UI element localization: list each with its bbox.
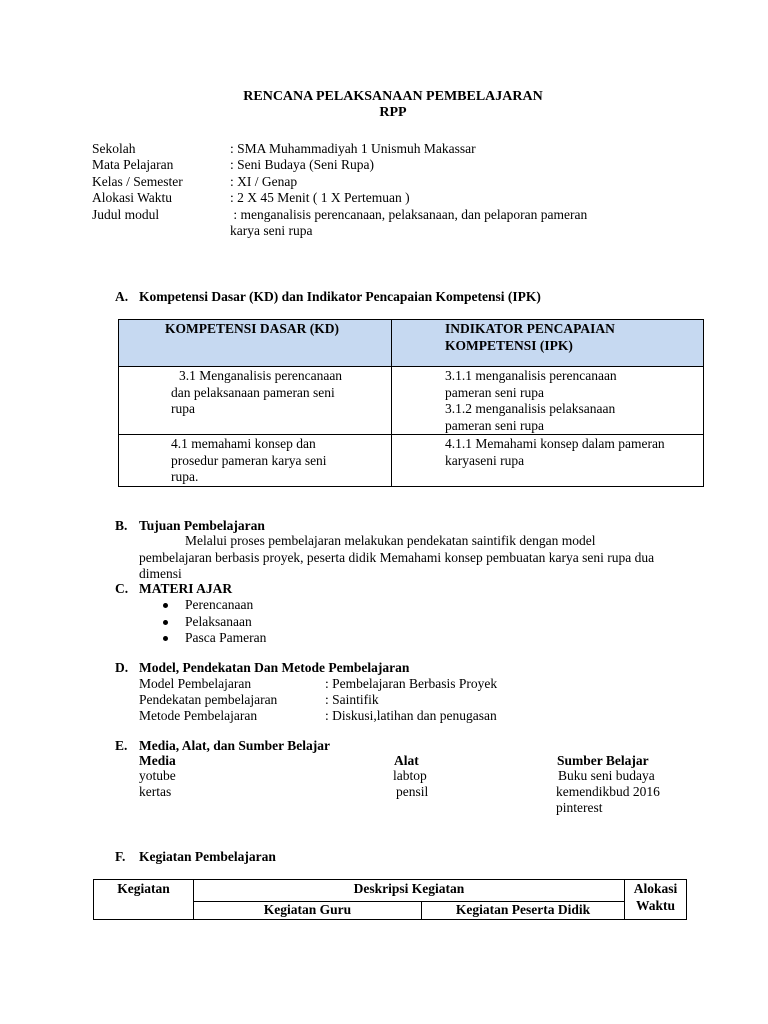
alat-item: labtop — [393, 768, 427, 783]
kd-ipk-table — [118, 319, 704, 487]
kd-line: 4.1 memahami konsep dan — [171, 436, 316, 451]
kd-cell — [119, 435, 392, 487]
bullet-icon — [163, 620, 168, 625]
pendekatan-value: : Saintifik — [325, 692, 379, 707]
identity-label-sekolah: Sekolah — [92, 141, 136, 156]
pendekatan-label: Pendekatan pembelajaran — [139, 692, 278, 707]
section-b-title: Tujuan Pembelajaran — [139, 518, 265, 533]
identity-label-kelas: Kelas / Semester — [92, 174, 183, 189]
sumber-item: kemendikbud 2016 — [556, 784, 660, 799]
section-c-letter: C. — [115, 581, 129, 596]
ipk-line: 4.1.1 Memahami konsep dalam pameran — [445, 436, 665, 451]
list-item — [163, 614, 266, 631]
document-subtitle: RPP — [379, 105, 407, 120]
materi-item-label: Pelaksanaan — [185, 613, 252, 629]
kd-line: 3.1 Menganalisis perencanaan — [179, 368, 343, 383]
kegiatan-header: Kegiatan — [117, 881, 170, 896]
ipk-header-line1: INDIKATOR PENCAPAIAN — [445, 321, 615, 336]
ipk-line: 3.1.2 menganalisis pelaksanaan — [445, 401, 616, 416]
identity-label-mapel: Mata Pelajaran — [92, 157, 174, 172]
list-item — [163, 597, 266, 614]
ipk-line: 3.1.1 menganalisis perencanaan — [445, 368, 617, 383]
tujuan-line: Melalui proses pembelajaran melakukan pendekatan saintifik dengan model — [185, 533, 596, 548]
kd-table-header-row — [119, 320, 704, 367]
materi-list — [163, 597, 266, 647]
kd-cell — [119, 367, 392, 435]
section-e-title: Media, Alat, dan Sumber Belajar — [139, 738, 331, 753]
identity-value-kelas: : XI / Genap — [230, 174, 298, 189]
alokasi-header: Alokasi — [633, 881, 678, 896]
identity-value-judul: : menganalisis perencanaan, pelaksanaan, dan pelaporan pameran — [230, 207, 588, 222]
identity-label-alokasi: Alokasi Waktu — [92, 190, 173, 205]
kd-line: prosedur pameran karya seni — [171, 452, 327, 468]
materi-item-label: Perencanaan — [185, 597, 254, 612]
tujuan-line: pembelajaran berbasis proyek, peserta didik Memahami konsep pembuatan karya seni rupa dua — [139, 550, 655, 565]
metode-label: Metode Pembelajaran — [139, 708, 258, 723]
section-e-letter: E. — [115, 738, 128, 753]
sumber-item: pinterest — [556, 800, 603, 815]
identity-value-mapel: : Seni Budaya (Seni Rupa) — [230, 157, 374, 172]
deskripsi-header: Deskripsi Kegiatan — [353, 881, 465, 896]
alat-item: pensil — [396, 784, 429, 799]
ipk-line: pameran seni rupa — [445, 417, 544, 433]
identity-value-sekolah: : SMA Muhammadiyah 1 Unismuh Makassar — [230, 141, 476, 156]
ipk-cell — [392, 367, 704, 435]
ipk-header-line2: KOMPETENSI (IPK) — [445, 337, 573, 353]
media-header: Media — [139, 753, 176, 768]
section-b-letter: B. — [115, 518, 128, 533]
model-label: Model Pembelajaran — [139, 676, 252, 691]
identity-value-alokasi: : 2 X 45 Menit ( 1 X Pertemuan ) — [230, 190, 410, 205]
metode-value: : Diskusi,latihan dan penugasan — [325, 708, 497, 723]
siswa-header: Kegiatan Peserta Didik — [455, 902, 591, 917]
kd-header-cell — [119, 320, 392, 367]
section-d-letter: D. — [115, 660, 129, 675]
kegiatan-header-cell — [94, 880, 194, 920]
section-d-title: Model, Pendekatan Dan Metode Pembelajaran — [139, 660, 410, 675]
ipk-header-cell — [392, 320, 704, 367]
ipk-line: pameran seni rupa — [445, 384, 544, 400]
materi-item-label: Pasca Pameran — [185, 630, 267, 645]
tujuan-line: dimensi — [139, 566, 182, 581]
model-value: : Pembelajaran Berbasis Proyek — [325, 676, 498, 691]
bullet-icon — [163, 636, 168, 641]
ipk-line: karyaseni rupa — [445, 452, 525, 468]
kd-line: dan pelaksanaan pameran seni — [171, 384, 335, 400]
kd-table-row — [119, 435, 704, 487]
section-f-letter: F. — [115, 849, 126, 864]
alokasi-header-cell — [625, 880, 687, 920]
alat-header: Alat — [394, 753, 419, 768]
ipk-cell — [392, 435, 704, 487]
sumber-header: Sumber Belajar — [557, 753, 649, 768]
kd-table-row — [119, 367, 704, 435]
section-f-title: Kegiatan Pembelajaran — [139, 849, 276, 864]
kd-line: rupa — [171, 401, 195, 416]
guru-header-cell — [194, 902, 422, 920]
kegiatan-header-row — [94, 880, 687, 902]
siswa-header-cell — [422, 902, 625, 920]
media-item: yotube — [139, 768, 176, 783]
document-title: RENCANA PELAKSANAAN PEMBELAJARAN — [243, 89, 543, 104]
section-a-letter: A. — [115, 289, 129, 304]
media-item: kertas — [139, 784, 172, 799]
identity-value-judul-cont: karya seni rupa — [230, 223, 313, 238]
section-a-title: Kompetensi Dasar (KD) dan Indikator Pencapaian Kompetensi (IPK) — [139, 289, 541, 304]
identity-label-judul: Judul modul — [92, 207, 160, 222]
kd-header: KOMPETENSI DASAR (KD) — [165, 321, 340, 336]
deskripsi-header-cell — [194, 880, 625, 902]
waktu-header: Waktu — [635, 897, 676, 913]
list-item — [163, 630, 266, 647]
kegiatan-table — [93, 879, 687, 920]
section-c-title: MATERI AJAR — [139, 581, 233, 596]
sumber-item: Buku seni budaya — [558, 768, 655, 783]
guru-header: Kegiatan Guru — [263, 902, 352, 917]
kd-line: rupa. — [171, 469, 199, 484]
bullet-icon — [163, 603, 168, 608]
